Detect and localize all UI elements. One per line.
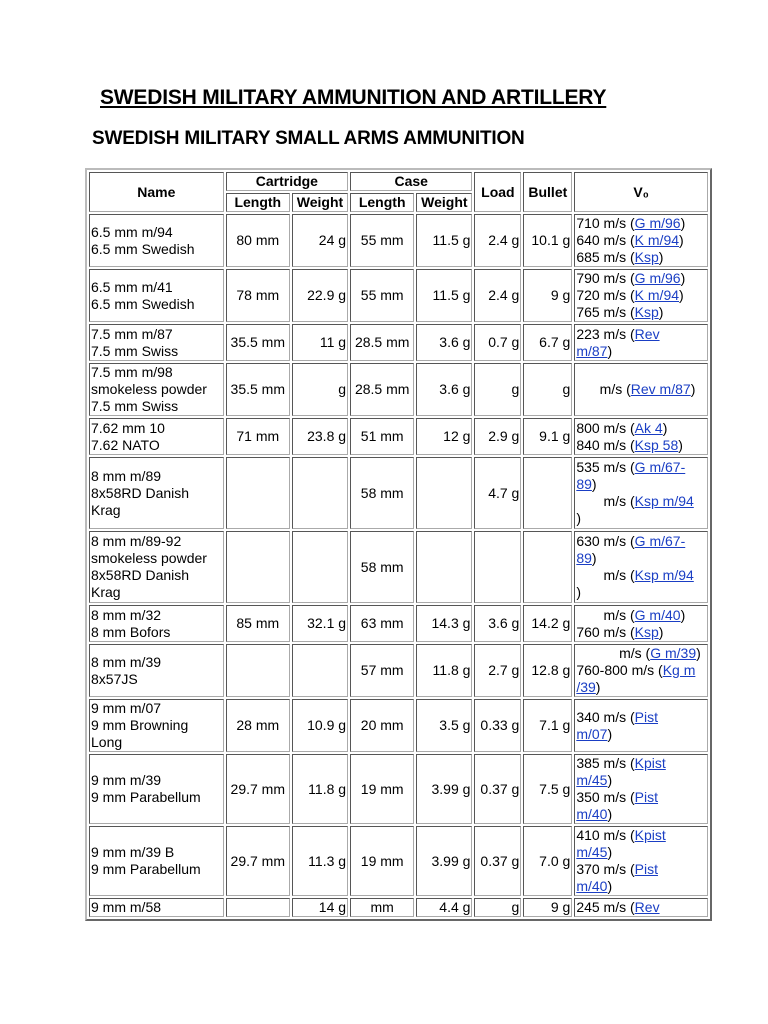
name-line: 6.5 mm Swedish: [91, 240, 195, 257]
cell-name: [89, 699, 224, 752]
section-heading: SWEDISH MILITARY SMALL ARMS AMMUNITION: [92, 128, 525, 149]
cell-case-weight: [416, 457, 472, 529]
table-row: [89, 363, 708, 416]
velocity-text: 410 m/s (: [576, 827, 635, 843]
cell-cartridge-length: 80 mm: [226, 214, 290, 267]
header-case: Case: [350, 172, 472, 191]
cell-cartridge-length: [226, 531, 290, 603]
velocity-text: ): [607, 342, 613, 359]
velocity-text: ): [607, 725, 613, 742]
cell-cartridge-weight: 10.9 g: [292, 699, 348, 752]
cell-bullet: [523, 531, 572, 603]
velocity-text: 800 m/s (: [576, 419, 635, 436]
name-line: 8 mm m/89-92: [91, 533, 182, 549]
velocity-text: 710 m/s (: [576, 215, 635, 231]
name-line: 7.5 mm m/98: [91, 364, 173, 380]
weapon-link[interactable]: Pist: [634, 789, 659, 805]
weapon-link[interactable]: Ak 4: [634, 419, 663, 436]
cell-name: [89, 644, 224, 697]
cell-cartridge-weight: 11 g: [292, 324, 348, 361]
velocity-text: m/s (: [576, 381, 631, 397]
name-line: Krag: [91, 584, 121, 600]
weapon-link[interactable]: Kg m: [662, 662, 696, 678]
cell-case-length: 28.5 mm: [350, 363, 414, 416]
name-line: 9 mm m/39: [91, 772, 162, 788]
velocity-text: 245 m/s (: [576, 899, 635, 915]
cell-case-weight: 11.8 g: [416, 644, 472, 697]
cell-case-weight: [416, 531, 472, 603]
name-line: 8x58RD Danish: [91, 484, 190, 501]
cell-cartridge-weight: 11.8 g: [292, 754, 348, 824]
cell-load: 3.6 g: [474, 605, 521, 642]
velocity-text: ): [696, 645, 701, 661]
table-row: [89, 699, 708, 752]
cell-v0: [574, 324, 708, 361]
table-row: [89, 605, 708, 642]
velocity-text: ): [607, 878, 613, 894]
cell-case-weight: 14.3 g: [416, 605, 472, 642]
cell-load: g: [474, 363, 521, 416]
cell-v0: [574, 699, 708, 752]
weapon-link[interactable]: /39: [576, 679, 596, 695]
cell-name: [89, 363, 224, 416]
cell-case-length: 57 mm: [350, 644, 414, 697]
weapon-link[interactable]: 89: [576, 550, 592, 566]
weapon-link[interactable]: m/45: [576, 844, 608, 860]
cell-bullet: 14.2 g: [523, 605, 572, 642]
cell-name: [89, 269, 224, 322]
name-line: 8 mm m/32: [91, 606, 162, 623]
header-name: Name: [89, 172, 224, 212]
cell-case-length: 58 mm: [350, 531, 414, 603]
page-title: SWEDISH MILITARY AMMUNITION AND ARTILLERY: [100, 86, 607, 109]
name-line: 8x58RD Danish: [91, 567, 190, 583]
name-line: 9 mm m/07: [91, 700, 162, 716]
cell-cartridge-length: 78 mm: [226, 269, 290, 322]
table-row: [89, 269, 708, 322]
header-case-length: Length: [350, 193, 414, 212]
velocity-text: 640 m/s (: [576, 232, 635, 248]
name-line: 7.5 mm Swiss: [91, 342, 179, 359]
velocity-text: ): [679, 232, 684, 248]
velocity-text: 765 m/s (: [576, 304, 635, 320]
cell-load: 2.9 g: [474, 418, 521, 455]
cell-case-weight: 3.5 g: [416, 699, 472, 752]
cell-bullet: 7.5 g: [523, 754, 572, 824]
cell-bullet: 9 g: [523, 898, 572, 917]
cell-bullet: 10.1 g: [523, 214, 572, 267]
cell-cartridge-weight: g: [292, 363, 348, 416]
cell-name: [89, 214, 224, 267]
velocity-text: ): [680, 215, 686, 231]
table-row: [89, 324, 708, 361]
cell-bullet: 6.7 g: [523, 324, 572, 361]
cell-name: [89, 754, 224, 824]
velocity-text: 535 m/s (: [576, 459, 635, 475]
table-row: [89, 644, 708, 697]
cell-v0: [574, 269, 708, 322]
cell-v0: [574, 826, 708, 896]
velocity-text: 685 m/s (: [576, 249, 635, 265]
cell-cartridge-weight: 22.9 g: [292, 269, 348, 322]
cell-case-weight: 4.4 g: [416, 898, 472, 917]
velocity-text: ): [576, 510, 581, 526]
velocity-text: m/s (: [576, 567, 635, 583]
cell-case-length: 55 mm: [350, 269, 414, 322]
weapon-link[interactable]: 89: [576, 476, 592, 492]
cell-v0: [574, 457, 708, 529]
table-row: [89, 826, 708, 896]
weapon-link[interactable]: G m/96: [634, 270, 681, 286]
velocity-text: 370 m/s (: [576, 861, 635, 877]
weapon-link[interactable]: m/40: [576, 878, 608, 894]
table-row: [89, 457, 708, 529]
header-case-weight: Weight: [416, 193, 472, 212]
velocity-text: 223 m/s (: [576, 325, 635, 342]
velocity-text: ): [679, 287, 684, 303]
cell-cartridge-length: 85 mm: [226, 605, 290, 642]
name-line: 9 mm Browning: [91, 717, 189, 733]
weapon-link[interactable]: Kpist: [634, 827, 666, 843]
cell-cartridge-weight: 14 g: [292, 898, 348, 917]
cell-name: [89, 457, 224, 529]
table-row: [89, 898, 708, 917]
table-row: [89, 214, 708, 267]
velocity-text: ): [591, 476, 597, 492]
cell-cartridge-length: 35.5 mm: [226, 324, 290, 361]
cell-case-length: 58 mm: [350, 457, 414, 529]
weapon-link[interactable]: m/87: [576, 342, 608, 359]
cell-case-length: mm: [350, 898, 414, 917]
cell-case-weight: 11.5 g: [416, 214, 472, 267]
cell-v0: [574, 418, 708, 455]
cell-case-weight: 3.6 g: [416, 324, 472, 361]
cell-bullet: 7.0 g: [523, 826, 572, 896]
cell-load: 2.4 g: [474, 269, 521, 322]
velocity-text: ): [607, 772, 613, 788]
cell-case-length: 51 mm: [350, 418, 414, 455]
cell-load: 2.4 g: [474, 214, 521, 267]
velocity-text: 790 m/s (: [576, 270, 635, 286]
cell-load: 0.37 g: [474, 754, 521, 824]
table-row: [89, 754, 708, 824]
velocity-text: ): [690, 381, 696, 397]
cell-cartridge-length: [226, 457, 290, 529]
weapon-link[interactable]: G m/96: [634, 215, 681, 231]
name-line: 8 mm m/39: [91, 653, 162, 670]
weapon-link[interactable]: Ksp m/94: [634, 567, 694, 583]
ammunition-table: [85, 168, 712, 921]
header-bullet: Bullet: [523, 172, 572, 212]
name-line: 7.62 NATO: [91, 436, 160, 453]
table-row: [89, 531, 708, 603]
cell-name: [89, 605, 224, 642]
cell-load: 0.33 g: [474, 699, 521, 752]
weapon-link[interactable]: Pist: [634, 708, 659, 725]
weapon-link[interactable]: K m/94: [634, 287, 680, 303]
weapon-link[interactable]: G m/40: [634, 606, 681, 623]
cell-cartridge-length: [226, 644, 290, 697]
cell-cartridge-weight: [292, 531, 348, 603]
velocity-text: m/s (: [576, 645, 651, 661]
weapon-link[interactable]: Ksp: [634, 249, 659, 265]
header-cartridge-length: Length: [226, 193, 290, 212]
velocity-text: 760 m/s (: [576, 623, 635, 640]
weapon-link[interactable]: Rev m/87: [630, 381, 691, 397]
weapon-link[interactable]: Ksp m/94: [634, 493, 694, 509]
cell-case-weight: 3.99 g: [416, 754, 472, 824]
name-line: smokeless powder: [91, 550, 207, 566]
name-line: 9 mm Parabellum: [91, 861, 201, 877]
cell-case-length: 63 mm: [350, 605, 414, 642]
cell-cartridge-weight: [292, 457, 348, 529]
name-line: 6.5 mm m/41: [91, 278, 173, 295]
header-row: [89, 172, 708, 191]
weapon-link[interactable]: Ksp 58: [634, 436, 679, 453]
weapon-link[interactable]: Rev: [634, 325, 660, 342]
cell-case-weight: 3.99 g: [416, 826, 472, 896]
cell-name: [89, 324, 224, 361]
weapon-link[interactable]: Pist: [634, 861, 659, 877]
cell-cartridge-weight: 23.8 g: [292, 418, 348, 455]
table-body: [89, 214, 708, 917]
velocity-text: ): [680, 270, 686, 286]
cell-bullet: g: [523, 363, 572, 416]
cell-case-weight: 3.6 g: [416, 363, 472, 416]
weapon-link[interactable]: Kpist: [634, 755, 666, 771]
cell-cartridge-weight: 32.1 g: [292, 605, 348, 642]
cell-cartridge-length: 35.5 mm: [226, 363, 290, 416]
cell-load: 0.37 g: [474, 826, 521, 896]
velocity-text: 385 m/s (: [576, 755, 635, 771]
cell-cartridge-length: 29.7 mm: [226, 826, 290, 896]
velocity-text: ): [662, 419, 668, 436]
velocity-text: ): [658, 249, 664, 265]
weapon-link[interactable]: m/07: [576, 725, 608, 742]
cell-load: g: [474, 898, 521, 917]
name-line: 9 mm m/58: [91, 899, 162, 915]
header-load: Load: [474, 172, 521, 212]
cell-cartridge-weight: 24 g: [292, 214, 348, 267]
weapon-link[interactable]: K m/94: [634, 232, 680, 248]
cell-v0: [574, 644, 708, 697]
velocity-text: ): [576, 584, 581, 600]
velocity-text: ): [591, 550, 597, 566]
weapon-link[interactable]: m/45: [576, 772, 608, 788]
name-line: 9 mm m/39 B: [91, 844, 175, 860]
cell-cartridge-length: 29.7 mm: [226, 754, 290, 824]
cell-name: [89, 898, 224, 917]
cell-v0: [574, 605, 708, 642]
weapon-link[interactable]: G m/67-: [634, 459, 686, 475]
name-line: 7.62 mm 10: [91, 419, 165, 436]
cell-name: [89, 826, 224, 896]
velocity-text: 340 m/s (: [576, 708, 635, 725]
header-cartridge: Cartridge: [226, 172, 348, 191]
velocity-text: ): [658, 304, 664, 320]
table-row: [89, 418, 708, 455]
name-line: Krag: [91, 501, 121, 518]
cell-case-length: 19 mm: [350, 754, 414, 824]
cell-load: 4.7 g: [474, 457, 521, 529]
name-line: smokeless powder: [91, 381, 207, 397]
cell-bullet: 12.8 g: [523, 644, 572, 697]
cell-bullet: 9.1 g: [523, 418, 572, 455]
name-line: 6.5 mm Swedish: [91, 295, 195, 312]
header-cartridge-weight: Weight: [292, 193, 348, 212]
cell-cartridge-length: 28 mm: [226, 699, 290, 752]
velocity-text: ): [607, 806, 613, 822]
velocity-text: 630 m/s (: [576, 533, 635, 549]
name-line: Long: [91, 734, 123, 750]
cell-cartridge-length: 71 mm: [226, 418, 290, 455]
name-line: 7.5 mm m/87: [91, 325, 173, 342]
header-v0: V₀: [574, 172, 708, 212]
cell-cartridge-weight: 11.3 g: [292, 826, 348, 896]
cell-case-length: 19 mm: [350, 826, 414, 896]
weapon-link[interactable]: G m/39: [650, 645, 697, 661]
velocity-text: ): [678, 436, 683, 453]
velocity-text: 720 m/s (: [576, 287, 635, 303]
cell-v0: [574, 531, 708, 603]
weapon-link[interactable]: Ksp: [634, 304, 659, 320]
cell-v0: [574, 363, 708, 416]
cell-v0: [574, 898, 708, 917]
velocity-text: 350 m/s (: [576, 789, 635, 805]
cell-cartridge-length: [226, 898, 290, 917]
weapon-link[interactable]: Ksp: [634, 623, 659, 640]
weapon-link[interactable]: m/40: [576, 806, 608, 822]
name-line: 8x57JS: [91, 670, 138, 687]
velocity-text: 760-800 m/s (: [576, 662, 663, 678]
name-line: 6.5 mm m/94: [91, 223, 173, 240]
cell-load: [474, 531, 521, 603]
cell-name: [89, 418, 224, 455]
weapon-link[interactable]: G m/67-: [634, 533, 686, 549]
velocity-text: ): [658, 623, 664, 640]
weapon-link[interactable]: Rev: [634, 899, 660, 915]
velocity-text: 840 m/s (: [576, 436, 635, 453]
cell-cartridge-weight: [292, 644, 348, 697]
cell-load: 2.7 g: [474, 644, 521, 697]
cell-load: 0.7 g: [474, 324, 521, 361]
name-line: 8 mm m/89: [91, 467, 162, 484]
cell-case-length: 55 mm: [350, 214, 414, 267]
name-line: 9 mm Parabellum: [91, 789, 201, 805]
cell-case-length: 28.5 mm: [350, 324, 414, 361]
velocity-text: ): [607, 844, 613, 860]
cell-case-weight: 11.5 g: [416, 269, 472, 322]
cell-bullet: 7.1 g: [523, 699, 572, 752]
velocity-text: m/s (: [576, 606, 635, 623]
cell-bullet: [523, 457, 572, 529]
velocity-text: ): [595, 679, 601, 695]
name-line: 7.5 mm Swiss: [91, 398, 179, 414]
cell-case-length: 20 mm: [350, 699, 414, 752]
cell-name: [89, 531, 224, 603]
velocity-text: m/s (: [576, 493, 635, 509]
name-line: 8 mm Bofors: [91, 623, 171, 640]
velocity-text: ): [680, 606, 686, 623]
cell-v0: [574, 754, 708, 824]
cell-v0: [574, 214, 708, 267]
cell-bullet: 9 g: [523, 269, 572, 322]
cell-case-weight: 12 g: [416, 418, 472, 455]
